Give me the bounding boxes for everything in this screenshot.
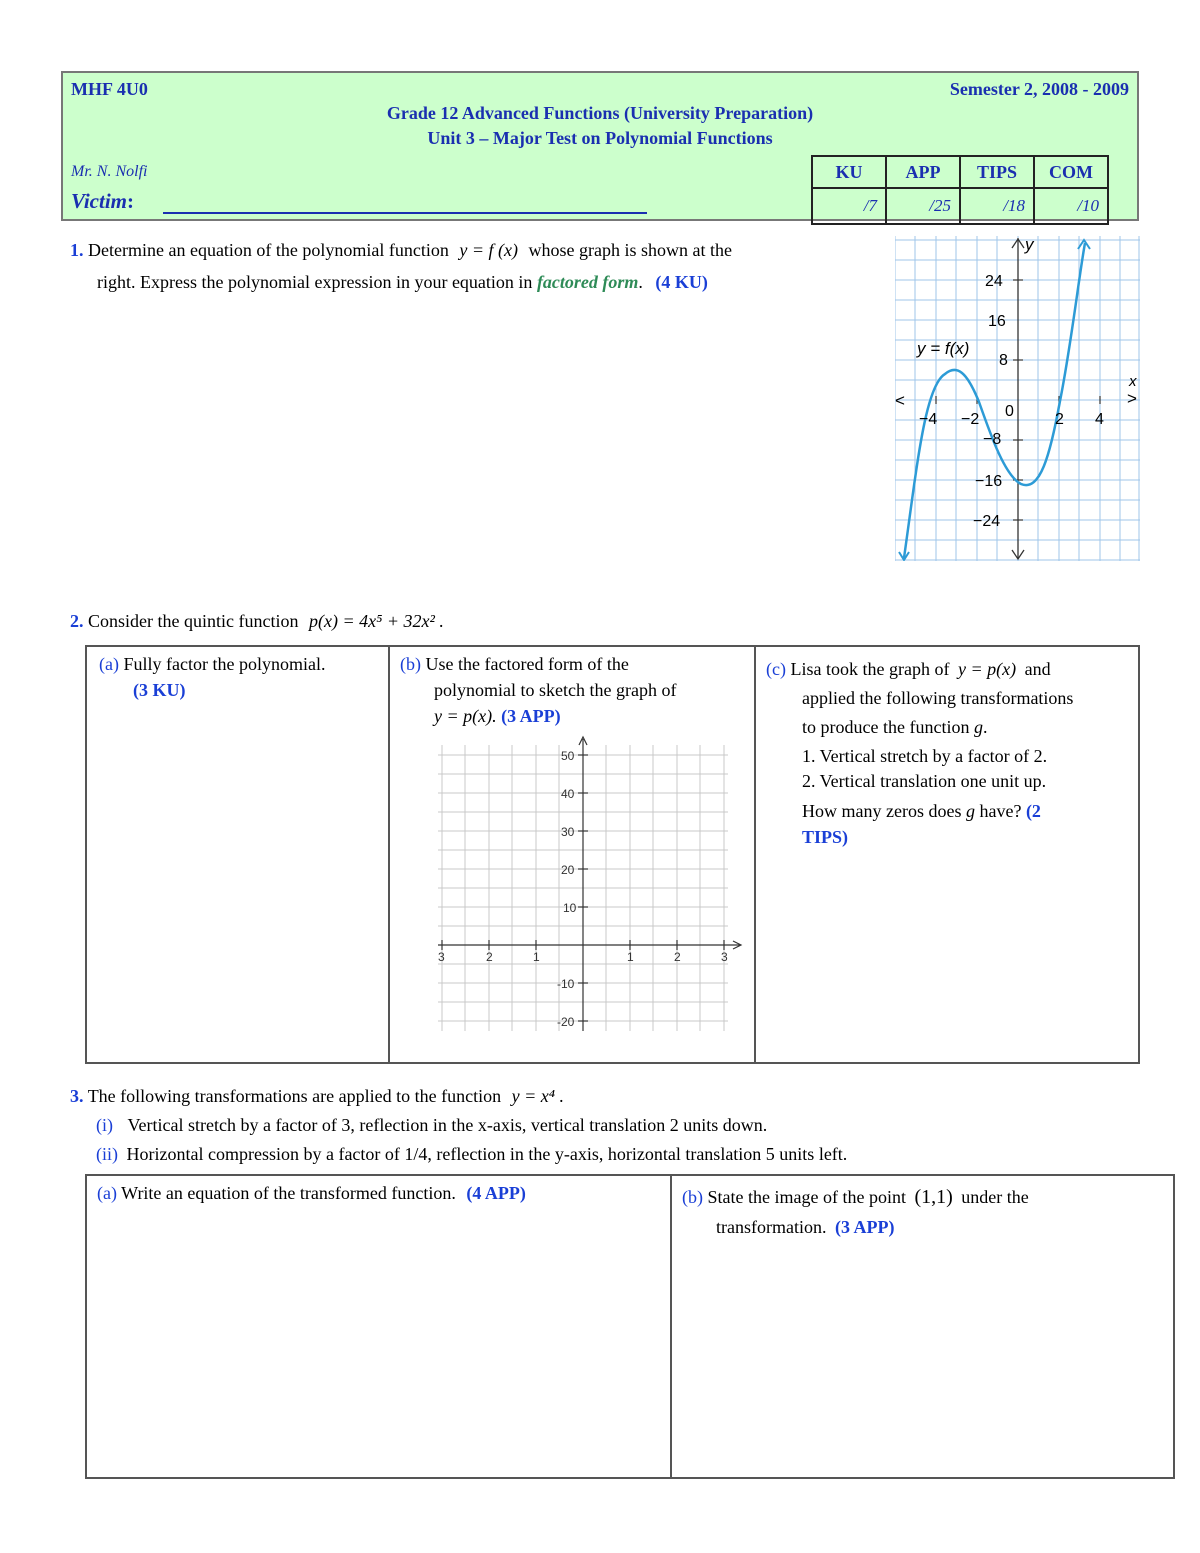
q3-answer-table bbox=[85, 1174, 1175, 1479]
factored-form-emphasis: factored form bbox=[536, 272, 639, 292]
y-tick-neg16: −16 bbox=[975, 473, 1003, 490]
score-total-tips: /18 bbox=[960, 188, 1034, 224]
x-axis-label: x bbox=[1129, 373, 1137, 390]
q2c-answer-cell[interactable]: (c) Lisa took the graph of y = p(x) and applied the following transformations to produce the function g. 1. Vertical stretch by a factor of 2. 2. Vertical translation one unit up. How many zeros does g have? (2 TIPS) bbox=[756, 647, 1138, 1062]
left-arrow-glyph: < bbox=[895, 391, 905, 410]
name-line[interactable] bbox=[163, 212, 647, 214]
transformation-1: 1. Vertical stretch by a factor of 2. bbox=[802, 746, 1048, 766]
grid-x-3: 3 bbox=[721, 950, 728, 964]
y-tick-neg24: −24 bbox=[973, 513, 1001, 530]
test-header bbox=[61, 71, 1139, 221]
grid-y-30: 30 bbox=[561, 825, 575, 839]
function-label: y = f(x) bbox=[917, 339, 970, 358]
score-header-ku: KU bbox=[812, 156, 886, 188]
q2a-marks: (3 KU) bbox=[133, 680, 186, 700]
grid-x-neg3: 3 bbox=[438, 950, 445, 964]
teacher-name: Mr. N. Nolfi bbox=[71, 163, 148, 180]
q2b-marks: (3 APP) bbox=[501, 706, 561, 726]
y-tick-neg8: −8 bbox=[983, 431, 1002, 448]
q1-math: y = f (x) bbox=[459, 240, 519, 260]
course-title: Grade 12 Advanced Functions (University Preparation) bbox=[386, 103, 814, 123]
x-tick-neg4: −4 bbox=[919, 411, 938, 428]
q2b-sketch-grid[interactable] bbox=[430, 735, 752, 1035]
y-tick-24: 24 bbox=[985, 273, 1003, 290]
q2-answer-table bbox=[85, 645, 1140, 1064]
q2-math: p(x) = 4x⁵ + 32x² . bbox=[308, 611, 444, 631]
score-total-app: /25 bbox=[886, 188, 960, 224]
score-total-ku: /7 bbox=[812, 188, 886, 224]
y-tick-8: 8 bbox=[999, 352, 1008, 369]
transformation-i: Vertical stretch by a factor of 3, reflection in the x-axis, vertical translation 2 units down. bbox=[127, 1115, 768, 1135]
q3b-answer-cell[interactable]: (b) State the image of the point (1,1) under the transformation. (3 APP) bbox=[682, 1186, 1029, 1237]
score-table bbox=[811, 155, 1109, 225]
q3b-marks: (3 APP) bbox=[834, 1217, 895, 1237]
q3-math: y = x⁴ . bbox=[511, 1086, 564, 1106]
grid-x-1: 1 bbox=[627, 950, 634, 964]
score-header-app: APP bbox=[886, 156, 960, 188]
origin-label: 0 bbox=[1005, 403, 1014, 420]
q1-function-graph bbox=[895, 236, 1140, 561]
q2b-answer-cell[interactable]: (b) Use the factored form of the polynomial to sketch the graph of y = p(x). (3 APP) 50 40 30 20 10 -10 -20 3 2 1 1 2 3 bbox=[390, 647, 756, 1062]
transformation-2: 2. Vertical translation one unit up. bbox=[802, 771, 1047, 791]
right-arrow-glyph: > bbox=[1127, 389, 1137, 408]
grid-y-neg20: -20 bbox=[557, 1015, 575, 1029]
unit-title: Unit 3 – Major Test on Polynomial Functions bbox=[427, 128, 773, 148]
q3-point: (1,1) bbox=[914, 1186, 953, 1208]
grid-y-10: 10 bbox=[563, 901, 577, 915]
grid-y-50: 50 bbox=[561, 749, 575, 763]
victim-label: Victim: bbox=[71, 189, 135, 213]
grid-y-neg10: -10 bbox=[557, 977, 575, 991]
grid-y-40: 40 bbox=[561, 787, 575, 801]
score-header-tips: TIPS bbox=[960, 156, 1034, 188]
q3a-answer-cell[interactable]: (a) Write an equation of the transformed function. (4 APP) bbox=[87, 1176, 672, 1477]
y-axis-label: y bbox=[1025, 236, 1034, 254]
grid-y-20: 20 bbox=[561, 863, 575, 877]
q2c-marks-open: (2 bbox=[1025, 801, 1041, 821]
grid-x-neg1: 1 bbox=[533, 950, 540, 964]
x-tick-2: 2 bbox=[1055, 411, 1064, 428]
q3a-marks: (4 APP) bbox=[466, 1183, 526, 1203]
x-tick-neg2: −2 bbox=[961, 411, 980, 428]
score-header-com: COM bbox=[1034, 156, 1108, 188]
course-code: MHF 4U0 bbox=[71, 79, 148, 99]
x-tick-4: 4 bbox=[1095, 411, 1104, 428]
question-3: 3. The following transformations are applied to the function y = x⁴ . (i) Vertical stretch by a factor of 3, reflection in the x-axis, vertical translation 2 units down. (ii) Horizontal compression by a factor of 1/4, reflection in the y-axis, horizontal translation 5 units left. bbox=[70, 1086, 848, 1164]
transformation-ii: Horizontal compression by a factor of 1/4, reflection in the y-axis, horizontal translation 5 units left. bbox=[126, 1144, 848, 1164]
question-2: 2. Consider the quintic function p(x) = 4x⁵ + 32x² . bbox=[70, 611, 444, 631]
score-total-com: /10 bbox=[1034, 188, 1108, 224]
y-tick-16: 16 bbox=[988, 313, 1006, 330]
semester: Semester 2, 2008 - 2009 bbox=[949, 79, 1129, 99]
grid-x-neg2: 2 bbox=[486, 950, 493, 964]
q2a-answer-cell[interactable]: (a) Fully factor the polynomial. (3 KU) bbox=[87, 647, 390, 1062]
q2c-marks-close: TIPS) bbox=[802, 827, 849, 847]
grid-x-2: 2 bbox=[674, 950, 681, 964]
question-1: 1. Determine an equation of the polynomial function y = f (x) whose graph is shown at the right. Express the polynomial expression in your equation in factored form. (4 KU) bbox=[70, 240, 732, 292]
q1-marks: (4 KU) bbox=[655, 272, 708, 292]
